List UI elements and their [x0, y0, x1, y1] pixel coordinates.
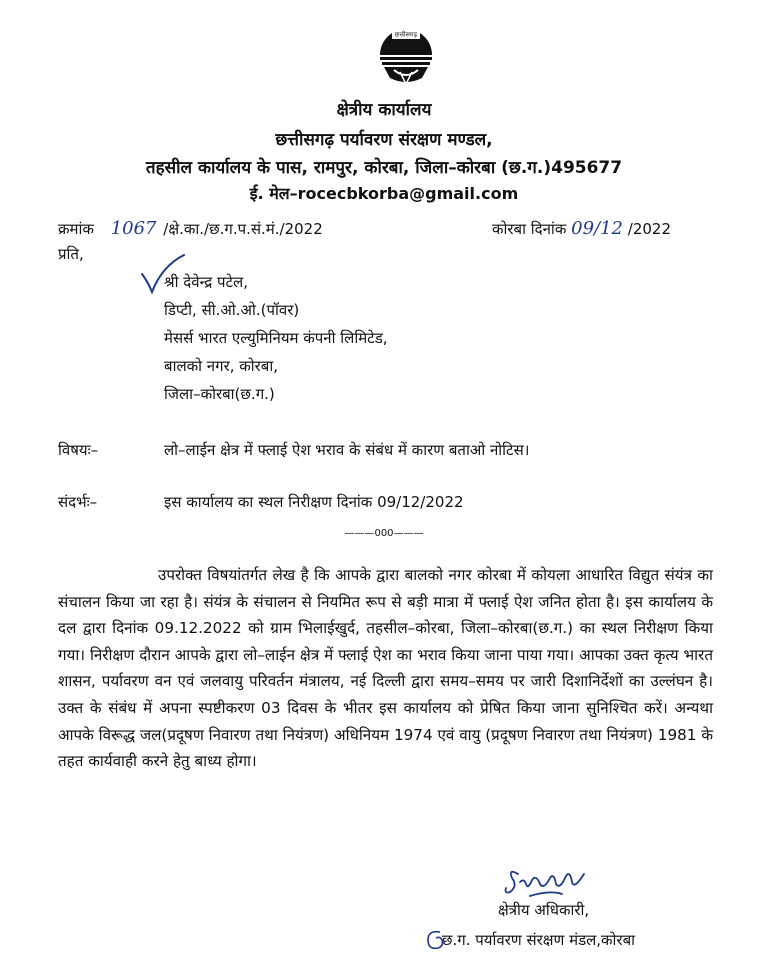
divider: ———000———	[344, 528, 424, 539]
office-address: तहसील कार्यालय के पास, रामपुर, कोरबा, जिला–कोरबा (छ.ग.)495677	[145, 158, 623, 178]
office-email: ई. मेल–rocecbkorba@gmail.com	[249, 184, 519, 203]
body-paragraph	[58, 562, 713, 775]
reference-label: संदर्भः–	[58, 493, 98, 511]
signature-image	[500, 860, 600, 902]
addressee-company: मेसर्स भारत एल्युमिनियम कंपनी लिमिटेड,	[164, 329, 388, 347]
subject-text: लो–लाईन क्षेत्र में फ्लाई ऐश भराव के संबंध में कारण बताओ नोटिस।	[164, 441, 530, 459]
office-title: क्षेत्रीय कार्यालय	[336, 100, 432, 120]
board-name: छत्तीसगढ़ पर्यावरण संरक्षण मण्डल,	[275, 130, 493, 150]
ref-date-row	[492, 218, 671, 239]
ref-code: /क्षे.का./छ.ग.प.सं.मं./2022	[163, 220, 323, 238]
signatory-designation: क्षेत्रीय अधिकारी,	[498, 901, 590, 919]
date-year: /2022	[627, 220, 672, 238]
subject-label: विषयः–	[58, 441, 99, 459]
addressee-designation: डिप्टी, सी.ओ.ओ.(पॉवर)	[164, 301, 300, 319]
ref-number-handwritten: 1067	[110, 218, 157, 239]
date-label: कोरबा दिनांक	[492, 220, 567, 238]
board-logo	[376, 22, 436, 88]
ref-label: क्रमांक	[58, 220, 94, 238]
body-text: उपरोक्त विषयांतर्गत लेख है कि आपके द्वारा बालको नगर कोरबा में कोयला आधारित विद्युत संयंत्र का संचालन किया जा रहा है। संयंत्र के संचालन से नियमित रूप से बड़ी मात्रा में फ्लाई ऐश जनित होता है। इस कार्यालय के दल द्वारा दिनांक 09.12.2022 को ग्राम भिलाईखुर्द, तहसील–कोरबा, जिला–कोरबा(छ.ग.) का स्थल निरीक्षण किया गया। निरीक्षण दौरान आपके द्वारा लो–लाईन क्षेत्र में फ्लाई ऐश का भराव किया जाना पाया गया। आपका उक्त कृत्य भारत शासन, पर्यावरण वन एवं जलवायु परिवर्तन मंत्रालय, नई दिल्ली द्वारा समय–समय पर जारी दिशानिर्देशों का उल्लंघन है। उक्त के संबंध में अपना स्पष्टीकरण 03 दिवस के भीतर इस कार्यालय को प्रेषित किया जाना सुनिश्चित करें। अन्यथा आपके विरूद्ध जल(प्रदूषण निवारण तथा नियंत्रण) अधिनियम 1974 एवं वायु (प्रदूषण निवारण तथा नियंत्रण) 1981 के तहत कार्यवाही करने हेतु बाध्य होगा।	[58, 566, 713, 771]
addressee-locality: बालको नगर, कोरबा,	[164, 357, 278, 375]
ref-number-row	[58, 218, 323, 239]
logo-text: छत्तीसगढ़	[394, 30, 418, 39]
reference-text: इस कार्यालय का स्थल निरीक्षण दिनांक 09/12/2022	[164, 493, 464, 511]
to-label: प्रति,	[58, 245, 84, 263]
addressee-district: जिला–कोरबा(छ.ग.)	[164, 385, 275, 403]
addressee-name: श्री देवेन्द्र पटेल,	[164, 273, 248, 291]
signatory-org: छ.ग. पर्यावरण संरक्षण मंडल,कोरबा	[442, 931, 636, 949]
date-handwritten: 09/12	[571, 218, 623, 239]
